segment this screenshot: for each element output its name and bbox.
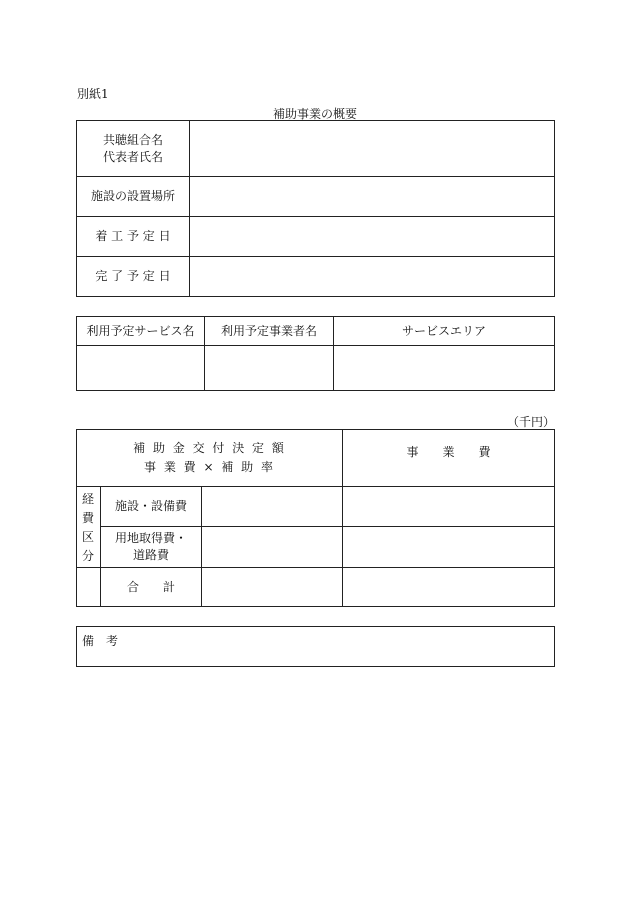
expense-category-char: 経 — [81, 492, 94, 506]
service-name-header: 利用予定サービス名 — [86, 323, 195, 338]
start-date-field[interactable] — [190, 217, 554, 256]
installation-location-field[interactable] — [190, 177, 554, 216]
remarks-label: 備 考 — [82, 634, 119, 648]
cooperative-name-label: 共聴組合名 代表者氏名 — [102, 132, 163, 164]
land-road-cost-label: 用地取得費・ 道路費 — [114, 531, 187, 562]
unit-label: （千円） — [506, 415, 555, 429]
operator-name-field[interactable] — [205, 346, 333, 390]
service-area-header: サービスエリア — [401, 323, 486, 338]
land-road-subsidy-field[interactable] — [202, 527, 342, 567]
start-date-label: 着 工 予 定 日 — [95, 229, 171, 243]
facility-project-cost-field[interactable] — [343, 487, 554, 526]
installation-location-label: 施設の設置場所 — [90, 189, 175, 203]
completion-date-label: 完 了 予 定 日 — [95, 269, 171, 283]
total-project-cost-field[interactable] — [343, 568, 554, 606]
service-area-field[interactable] — [334, 346, 554, 390]
subsidy-amount-header: 補 助 金 交 付 決 定 額 事 業 費 × 補 助 率 — [133, 441, 286, 474]
expense-category-label — [78, 490, 98, 566]
facility-cost-label: 施設・設備費 — [114, 499, 187, 513]
operator-name-header: 利用予定事業者名 — [220, 323, 317, 338]
land-road-project-cost-field[interactable] — [343, 527, 554, 567]
service-name-field[interactable] — [77, 346, 204, 390]
facility-subsidy-field[interactable] — [202, 487, 342, 526]
cooperative-name-field[interactable] — [190, 121, 554, 176]
expense-category-char: 区 — [81, 530, 94, 544]
project-cost-header: 事 業 費 — [406, 444, 491, 459]
expense-category-char: 費 — [81, 511, 94, 525]
total-subsidy-field[interactable] — [202, 568, 342, 606]
total-label: 合 計 — [126, 579, 175, 594]
completion-date-field[interactable] — [190, 257, 554, 296]
attachment-label: 別紙1 — [77, 87, 109, 101]
document-title: 補助事業の概要 — [272, 107, 357, 121]
expense-category-char: 分 — [81, 549, 94, 563]
remarks-field[interactable] — [130, 630, 550, 663]
